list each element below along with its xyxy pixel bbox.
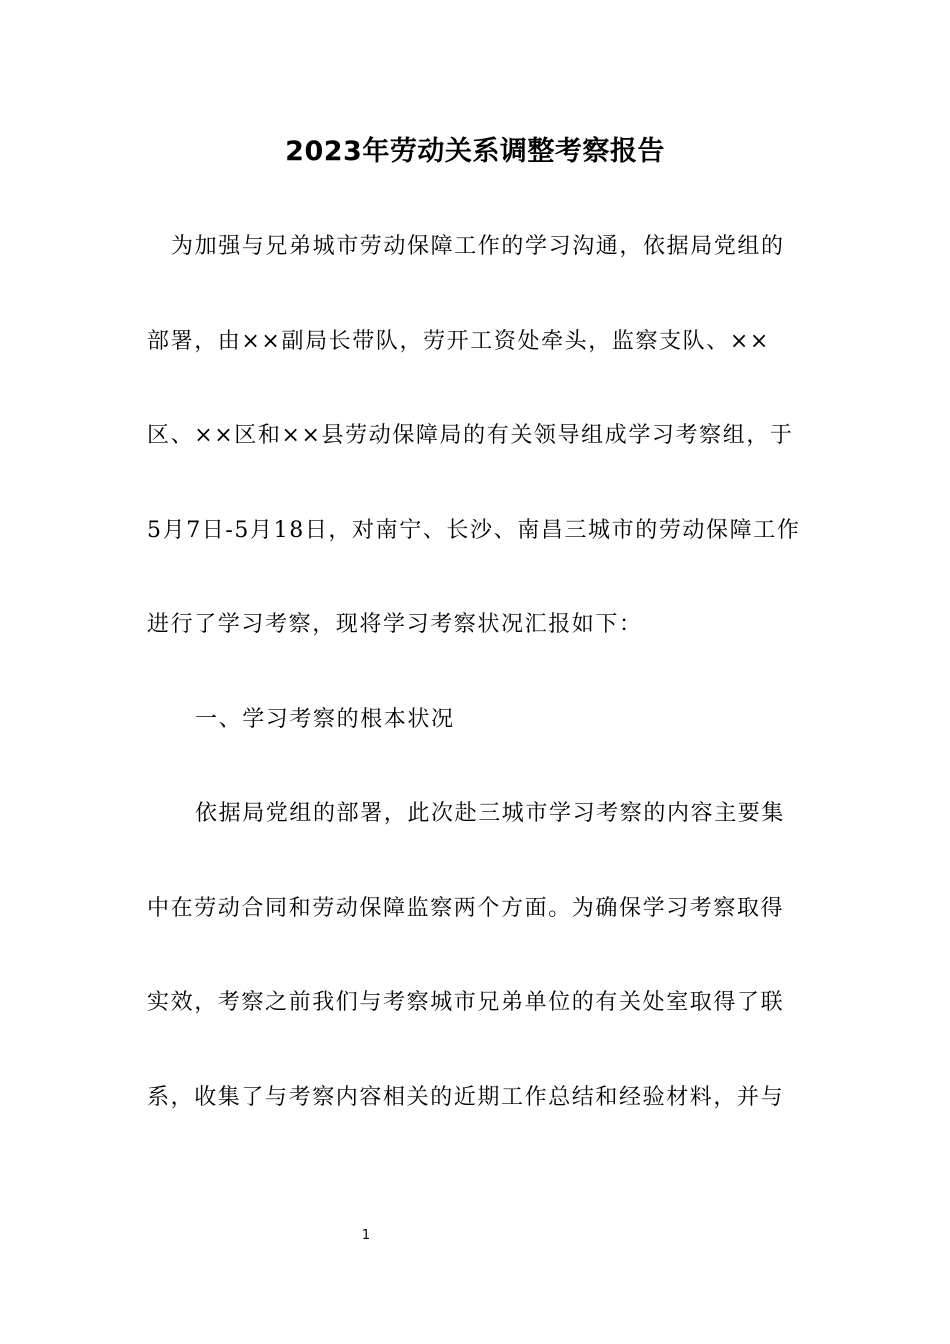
section-heading: 一、学习考察的根本状况 <box>195 706 455 732</box>
page-number: 1 <box>361 1228 371 1243</box>
intro-paragraph: 为加强与兄弟城市劳动保障工作的学习沟通，依据局党组的部署，由××副局长带队，劳开工资处牵头，监察支队、××区、××区和××县劳动保障局的有关领导组成学习考察组，于5月7日-5月18日，对南宁、长沙、南昌三城市的劳动保障工作进行了学习考察，现将学习考察状况汇报如下： <box>147 234 801 637</box>
section-paragraph: 依据局党组的部署，此次赴三城市学习考察的内容主要集中在劳动合同和劳动保障监察两个方面。为确保学习考察取得实效，考察之前我们与考察城市兄弟单位的有关处室取得了联系，收集了与考察内容相关的近期工作总结和经验材料，并与 <box>147 801 786 1110</box>
document-body <box>147 200 807 1145</box>
document-title: 2023年劳动关系调整考察报告 <box>285 136 665 167</box>
